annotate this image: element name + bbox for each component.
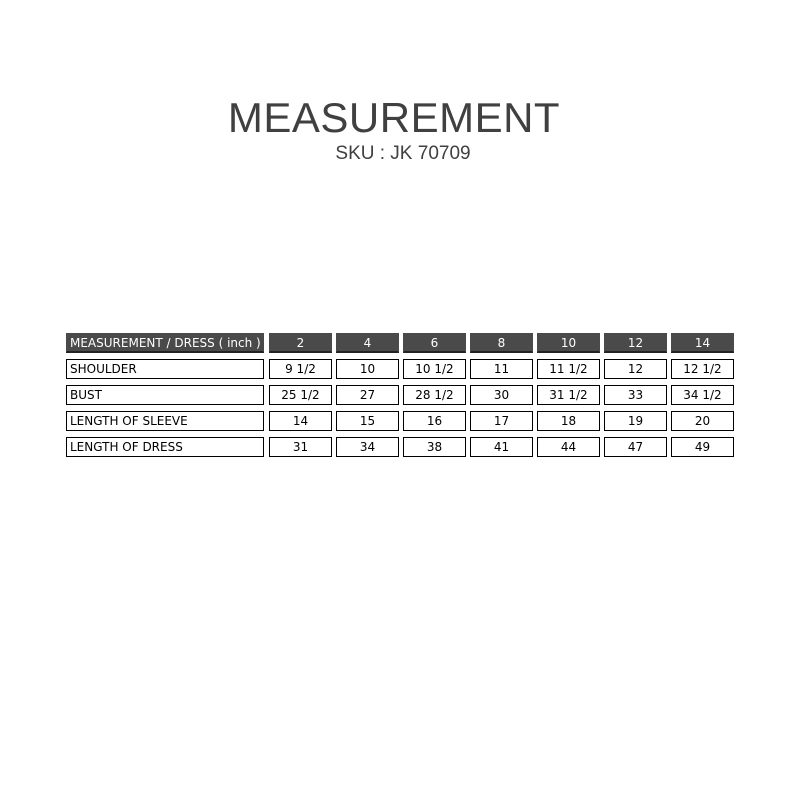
table-cell: 10 (336, 359, 399, 379)
table-cell: 30 (470, 385, 533, 405)
table-cell: 25 1/2 (269, 385, 332, 405)
table-cell: 34 1/2 (671, 385, 734, 405)
table-cell: 12 (604, 359, 667, 379)
table-cell: 18 (537, 411, 600, 431)
table-cell: 31 (269, 437, 332, 457)
table-header-row (66, 333, 734, 359)
table-cell: 49 (671, 437, 734, 457)
table-row-shoulder (66, 359, 734, 385)
table-cell: 12 1/2 (671, 359, 734, 379)
row-label: SHOULDER (66, 359, 264, 379)
table-cell: 10 1/2 (403, 359, 466, 379)
row-label: LENGTH OF DRESS (66, 437, 264, 457)
table-cell: 41 (470, 437, 533, 457)
table-cell: 31 1/2 (537, 385, 600, 405)
table-cell: 17 (470, 411, 533, 431)
corner-header: MEASUREMENT / DRESS ( inch ) (66, 333, 264, 353)
table-cell: 33 (604, 385, 667, 405)
table-cell: 14 (269, 411, 332, 431)
table-cell: 9 1/2 (269, 359, 332, 379)
sku-label: SKU : JK 70709 (335, 143, 471, 164)
table-row-dress-length (66, 437, 734, 463)
table-cell: 11 (470, 359, 533, 379)
table-cell: 38 (403, 437, 466, 457)
size-header: 2 (269, 333, 332, 353)
table-cell: 15 (336, 411, 399, 431)
table-cell: 47 (604, 437, 667, 457)
table-cell: 20 (671, 411, 734, 431)
row-label: BUST (66, 385, 264, 405)
size-header: 12 (604, 333, 667, 353)
size-header: 10 (537, 333, 600, 353)
page-title: MEASUREMENT (227, 94, 561, 141)
table-cell: 34 (336, 437, 399, 457)
size-header: 8 (470, 333, 533, 353)
table-cell: 28 1/2 (403, 385, 466, 405)
table-cell: 19 (604, 411, 667, 431)
table-cell: 44 (537, 437, 600, 457)
table-cell: 27 (336, 385, 399, 405)
table-row-sleeve-length (66, 411, 734, 437)
size-header: 14 (671, 333, 734, 353)
table-row-bust (66, 385, 734, 411)
table-cell: 16 (403, 411, 466, 431)
size-header: 4 (336, 333, 399, 353)
row-label: LENGTH OF SLEEVE (66, 411, 264, 431)
table-cell: 11 1/2 (537, 359, 600, 379)
measurement-table (66, 333, 734, 463)
size-header: 6 (403, 333, 466, 353)
